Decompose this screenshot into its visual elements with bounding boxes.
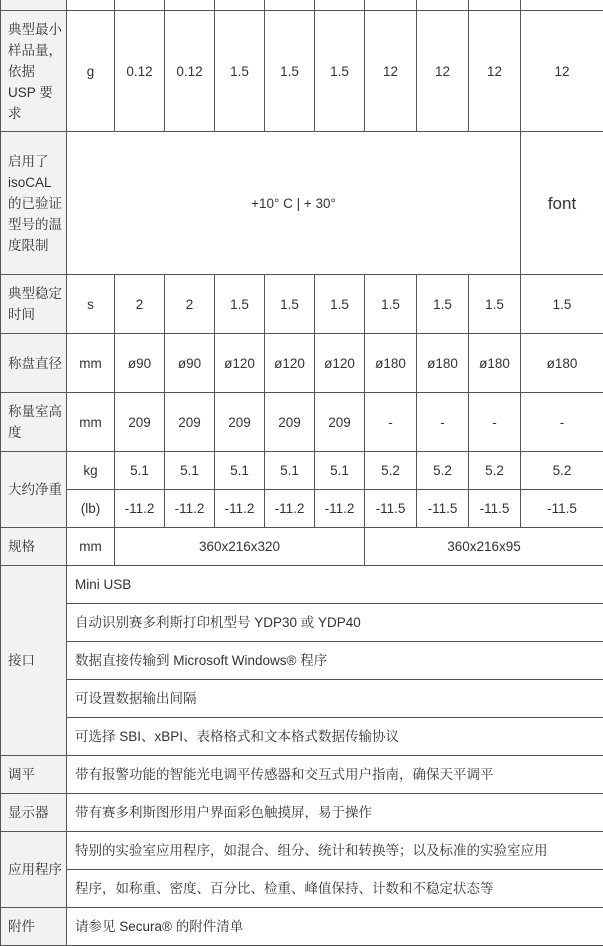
value-cell: -11.2	[315, 490, 365, 528]
value-cell: 1.5	[315, 11, 365, 132]
interface-item: Mini USB	[67, 566, 603, 604]
row-settling	[1, 275, 603, 334]
row-min-sample	[1, 11, 603, 132]
value-cell: ø120	[265, 334, 315, 393]
value-cell: ø180	[469, 334, 521, 393]
row-leveling	[1, 756, 603, 794]
value-cell: 5.1	[265, 452, 315, 490]
value-cell: 209	[115, 393, 165, 452]
value-cell: 1.5	[469, 275, 521, 334]
value-cell: 1.5	[265, 275, 315, 334]
interface-item: 可选择 SBI、xBPI、表格格式和文本格式数据传输协议	[67, 718, 603, 756]
dimensions-cell-a: 360x216x320	[115, 528, 365, 566]
row-accessories	[1, 908, 603, 946]
value-cell: ø90	[165, 334, 215, 393]
interface-item: 自动识别赛多利斯打印机型号 YDP30 或 YDP40	[67, 604, 603, 642]
row-label: 启用了 isoCAL 的已验证型号的温度限制	[1, 132, 67, 275]
unit-cell: s	[67, 275, 115, 334]
previous-row	[1, 0, 603, 11]
value-cell: 209	[165, 393, 215, 452]
row-label: 典型最小样品量，依据 USP 要求	[1, 11, 67, 132]
value-cell: -	[417, 393, 469, 452]
value-cell: -11.2	[215, 490, 265, 528]
row-interface	[1, 642, 603, 680]
value-cell: -11.2	[265, 490, 315, 528]
row-label	[1, 0, 67, 11]
row-label: 显示器	[1, 794, 67, 832]
display-text: 带有赛多利斯图形用户界面彩色触摸屏，易于操作	[67, 794, 603, 832]
value-cell: 5.2	[365, 452, 417, 490]
value-cell: 0.12	[165, 11, 215, 132]
row-applications	[1, 870, 603, 908]
value-cell: ø120	[215, 334, 265, 393]
value-cell: -	[365, 393, 417, 452]
applications-line: 程序，如称重、密度、百分比、检重、峰值保持、计数和不稳定状态等	[67, 870, 603, 908]
row-label: 规格	[1, 528, 67, 566]
value-cell: 5.1	[215, 452, 265, 490]
value-cell: 5.2	[521, 452, 603, 490]
row-chamber-height	[1, 393, 603, 452]
value-cell: 12	[365, 11, 417, 132]
value-cell: -11.5	[469, 490, 521, 528]
row-label: 称量室高度	[1, 393, 67, 452]
unit-cell: (lb)	[67, 490, 115, 528]
dimensions-cell-b: 360x216x95	[365, 528, 603, 566]
row-pan-size	[1, 334, 603, 393]
unit-cell: mm	[67, 528, 115, 566]
row-display	[1, 794, 603, 832]
value-cell: ø120	[315, 334, 365, 393]
accessories-text: 请参见 Secura® 的附件清单	[67, 908, 603, 946]
row-label: 应用程序	[1, 832, 67, 908]
value-cell: ø180	[417, 334, 469, 393]
interface-item: 可设置数据输出间隔	[67, 680, 603, 718]
value-cell: 1.5	[215, 11, 265, 132]
interface-item: 数据直接传输到 Microsoft Windows® 程序	[67, 642, 603, 680]
value-cell: 5.1	[165, 452, 215, 490]
value-cell: 5.2	[417, 452, 469, 490]
value-cell: ø180	[365, 334, 417, 393]
row-net-weight-kg	[1, 452, 603, 490]
value-cell: 12	[469, 11, 521, 132]
row-interface	[1, 604, 603, 642]
value-cell: 1.5	[417, 275, 469, 334]
value-cell: ø180	[521, 334, 603, 393]
value-cell: 209	[265, 393, 315, 452]
value-cell: -	[469, 393, 521, 452]
value-cell: 12	[417, 11, 469, 132]
value-cell: -11.2	[115, 490, 165, 528]
row-dimensions	[1, 528, 603, 566]
row-label: 称盘直径	[1, 334, 67, 393]
unit-cell: kg	[67, 452, 115, 490]
value-cell: 209	[315, 393, 365, 452]
unit-cell: g	[67, 11, 115, 132]
value-cell: 1.5	[521, 275, 603, 334]
row-interface	[1, 680, 603, 718]
unit-cell: mm	[67, 334, 115, 393]
value-cell: 1.5	[315, 275, 365, 334]
applications-line: 特别的实验室应用程序，如混合、组分、统计和转换等；以及标准的实验室应用	[67, 832, 603, 870]
value-cell: 2	[165, 275, 215, 334]
value-cell: 1.5	[265, 11, 315, 132]
row-label: 调平	[1, 756, 67, 794]
value-cell: -11.2	[165, 490, 215, 528]
temp-last-cell: font	[521, 132, 603, 275]
value-cell: -11.5	[417, 490, 469, 528]
value-cell: 2	[115, 275, 165, 334]
value-cell: 1.5	[365, 275, 417, 334]
value-cell: 209	[215, 393, 265, 452]
row-temp-limit	[1, 132, 603, 275]
value-cell: -11.5	[521, 490, 603, 528]
row-net-weight-lb	[1, 490, 603, 528]
row-interface	[1, 566, 603, 604]
leveling-text: 带有报警功能的智能光电调平传感器和交互式用户指南，确保天平调平	[67, 756, 603, 794]
value-cell: 5.2	[469, 452, 521, 490]
value-cell: 5.1	[315, 452, 365, 490]
value-cell: 5.1	[115, 452, 165, 490]
value-cell: 0.12	[115, 11, 165, 132]
value-cell: 12	[521, 11, 603, 132]
row-label: 典型稳定时间	[1, 275, 67, 334]
value-cell: -	[521, 393, 603, 452]
unit-cell: mm	[67, 393, 115, 452]
value-cell: ø90	[115, 334, 165, 393]
temp-range-cell: +10° C | + 30°	[67, 132, 521, 275]
value-cell: -11.5	[365, 490, 417, 528]
row-label: 大约净重	[1, 452, 67, 528]
row-label: 接口	[1, 566, 67, 756]
value-cell: 1.5	[215, 275, 265, 334]
row-applications	[1, 832, 603, 870]
row-label: 附件	[1, 908, 67, 946]
row-interface	[1, 718, 603, 756]
